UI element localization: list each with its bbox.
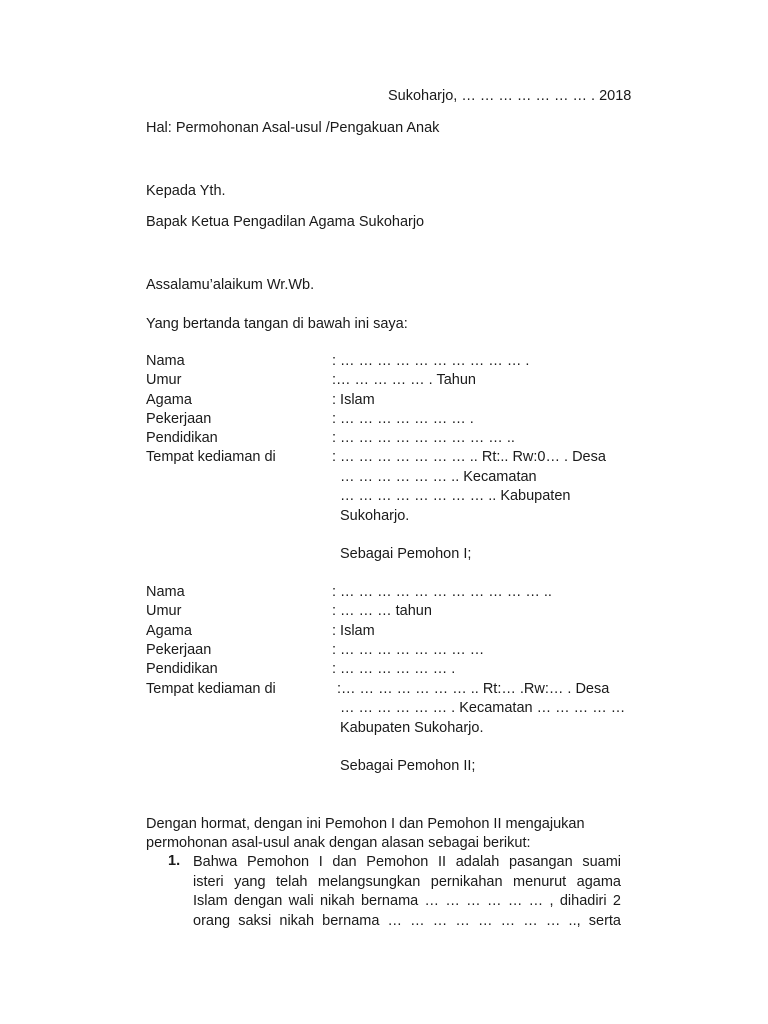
list-line: isteri yang telah melangsungkan pernikahan menurut agama <box>193 873 621 890</box>
field-label: Pendidikan <box>146 661 218 677</box>
field-label: Agama <box>146 623 192 639</box>
applicant-1-role: Sebagai Pemohon I; <box>340 546 472 562</box>
applicant-1-name-row <box>146 353 626 372</box>
list-line: orang saksi nikah bernama … … … … … … … … .., serta <box>193 912 621 929</box>
list-line: Bahwa Pemohon I dan Pemohon II adalah pasangan suami <box>193 854 621 870</box>
field-label: Pekerjaan <box>146 642 212 658</box>
address-continuation: … … … … … … .. Kecamatan <box>340 469 537 485</box>
field-label: Pendidikan <box>146 430 218 446</box>
address-continuation: … … … … … … … … .. Kabupaten <box>340 488 571 504</box>
address-continuation: Sukoharjo. <box>340 508 410 524</box>
field-label: Tempat kediaman di <box>146 449 276 465</box>
opening-paragraph: Dengan hormat, dengan ini Pemohon I dan Pemohon II mengajukan permohonan asal-usul anak dengan alasan sebagai berikut: <box>146 816 585 851</box>
applicant-1-religion-row <box>146 392 626 411</box>
list-text <box>193 853 621 931</box>
field-label: Umur <box>146 372 182 388</box>
intro-text: Yang bertanda tangan di bawah ini saya: <box>146 316 408 332</box>
address-continuation: … … … … … … . Kecamatan … … … … … <box>340 700 626 716</box>
field-value: : … … … … … … … .. Rt:.. Rw:0… . Desa <box>332 449 606 465</box>
applicant-2-religion-row <box>146 623 626 642</box>
applicant-2-education-row <box>146 661 626 680</box>
field-label: Umur <box>146 603 182 619</box>
field-value: : … … … … … … … … … .. <box>332 430 515 446</box>
address-continuation: Kabupaten Sukoharjo. <box>340 720 484 736</box>
applicant-1-address-row <box>146 449 626 468</box>
applicant-1-occupation-row <box>146 411 626 430</box>
recipient-addressee: Bapak Ketua Pengadilan Agama Sukoharjo <box>146 214 425 230</box>
applicant-2-age-row <box>146 603 626 622</box>
applicant-1-education-row <box>146 430 626 449</box>
field-value: : … … … … … … . <box>332 661 456 677</box>
list-number: 1. <box>168 853 181 869</box>
applicant-2-occupation-row <box>146 642 626 661</box>
field-value: :… … … … … . Tahun <box>332 372 476 388</box>
field-label: Tempat kediaman di <box>146 681 276 697</box>
applicant-2-role: Sebagai Pemohon II; <box>340 758 476 774</box>
subject-line: Hal: Permohonan Asal-usul /Pengakuan Anak <box>146 120 440 136</box>
field-label: Pekerjaan <box>146 411 212 427</box>
field-label: Agama <box>146 392 192 408</box>
applicant-2-name-row <box>146 584 626 603</box>
field-value: : Islam <box>332 623 375 639</box>
field-label: Nama <box>146 584 185 600</box>
applicant-2-address-row <box>146 681 626 700</box>
field-value: : … … … … … … … … <box>332 642 485 658</box>
field-value: : … … … tahun <box>332 603 432 619</box>
recipient-salutation: Kepada Yth. <box>146 183 226 199</box>
field-value: : Islam <box>332 392 375 408</box>
place-date: Sukoharjo, … … … … … … … . 2018 <box>388 88 632 104</box>
list-line: Islam dengan wali nikah bernama … … … … … … , dihadiri 2 <box>193 893 621 909</box>
greeting: Assalamu’alaikum Wr.Wb. <box>146 277 315 293</box>
field-label: Nama <box>146 353 185 369</box>
field-value: : … … … … … … … … … … . <box>332 353 530 369</box>
field-value: : … … … … … … … . <box>332 411 474 427</box>
field-value: :… … … … … … … .. Rt:… .Rw:… . Desa <box>337 681 610 697</box>
field-value: : … … … … … … … … … … … .. <box>332 584 552 600</box>
applicant-1-age-row <box>146 372 626 391</box>
